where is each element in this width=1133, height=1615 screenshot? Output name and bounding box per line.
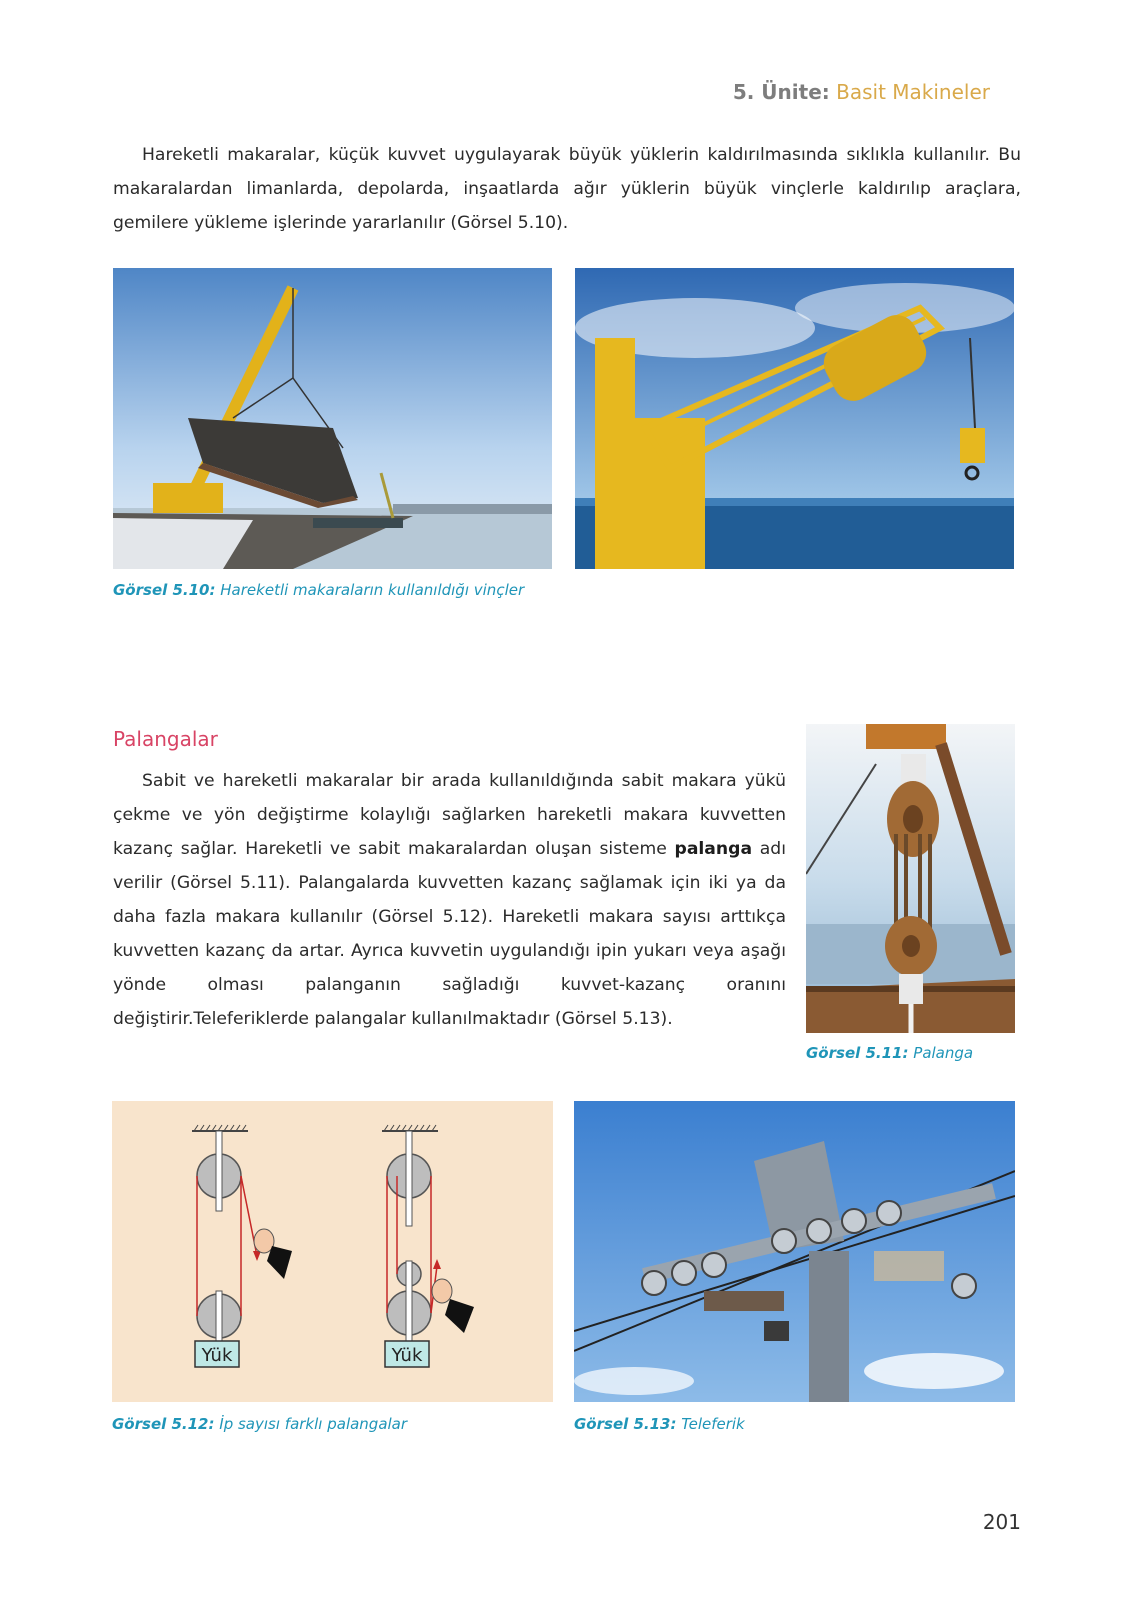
palanga-text-start: Sabit ve hareketli makaralar bir arada kullanıldığında sabit makara yükü çekme ve yön değiştirme kolaylığı sağlarken hareketli makara kuvvetten kazanç sağlar. Hareketli ve sabit makaralardan oluşan sisteme xyxy=(113,771,786,859)
offshore-crane-photo xyxy=(575,268,1014,569)
cable-car-photo xyxy=(574,1101,1015,1402)
palanga-term: palanga xyxy=(674,839,753,859)
figure-5-13-label: Görsel 5.13: xyxy=(574,1415,677,1433)
figure-5-10-label: Görsel 5.10: xyxy=(113,581,216,599)
figure-5-12-caption xyxy=(112,1415,407,1433)
figure-5-11-caption xyxy=(806,1044,973,1062)
figure-5-13-caption xyxy=(574,1415,745,1433)
unit-name: Basit Makineler xyxy=(836,80,990,104)
page-number: 201 xyxy=(982,1510,1021,1534)
load-label-left: Yük xyxy=(201,1345,233,1366)
figure-5-12-label: Görsel 5.12: xyxy=(112,1415,215,1433)
figure-5-10-caption xyxy=(113,581,524,599)
figure-5-10-text: Hareketli makaraların kullanıldığı vinçler xyxy=(220,581,525,599)
figure-5-12-text: İp sayısı farklı palangalar xyxy=(219,1415,408,1433)
section-title: Palangalar xyxy=(113,727,218,751)
figure-5-11-text: Palanga xyxy=(913,1044,974,1062)
right-pulley-system xyxy=(382,1125,474,1367)
figure-5-11-label: Görsel 5.11: xyxy=(806,1044,909,1062)
crane-boat-photo xyxy=(113,268,552,569)
block-tackle-photo xyxy=(806,724,1015,1033)
unit-number: 5. Ünite: xyxy=(732,80,830,104)
intro-paragraph: Hareketli makaralar, küçük kuvvet uygulayarak büyük yüklerin kaldırılmasında sıklıkla kullanılır. Bu makaralardan limanlarda, depolarda, inşaatlarda ağır yüklerin büyük vinçlerle kaldırılıp araçlara, gemilere yükleme işlerinde yararlanılır (Görsel 5.10). xyxy=(113,145,1021,233)
palanga-text-end: adı verilir (Görsel 5.11). Palangalarda kuvvetten kazanç sağlamak için iki ya da daha fazla makara kullanılır (Görsel 5.12). Hareketli makara sayısı arttıkça kuvvetten kazanç da artar. Ayrıca kuvvetin uygulandığı ipin yukarı veya aşağı yönde olması palanganın sağladığı kuvvet-kazanç oranını değiştirir.Teleferiklerde palangalar kullanılmaktadır (Görsel 5.13). xyxy=(113,839,786,1029)
unit-header xyxy=(733,80,990,104)
figure-5-13-text: Teleferik xyxy=(681,1415,745,1433)
pulley-diagram xyxy=(112,1101,553,1402)
left-pulley-system xyxy=(192,1125,292,1367)
palanga-paragraph xyxy=(113,764,786,1036)
load-label-right: Yük xyxy=(391,1345,423,1366)
